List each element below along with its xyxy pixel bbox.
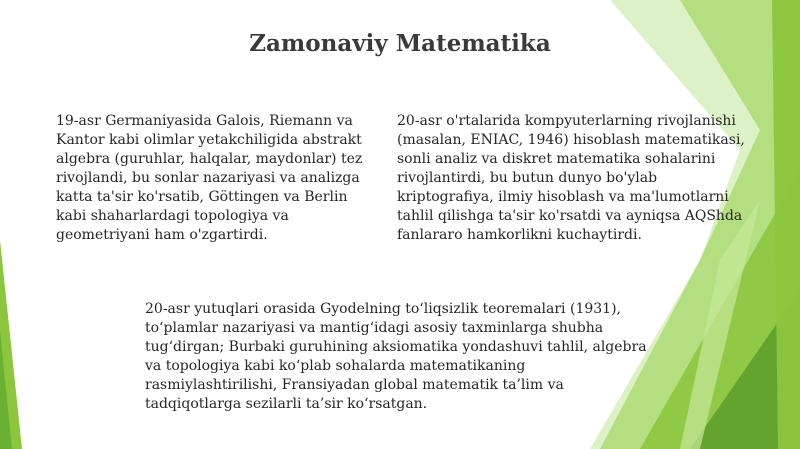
paragraph-19th-century: 19-asr Germaniyasida Galois, Riemann va Kantor kabi olimlar yetakchiligida abstrakt algebra (guruhlar, halqalar, maydonlar) tez rivojlandi, bu sonlar nazariyasi va analizga katta ta'sir ko'rsatib, Göttingen va Berlin kabi shaharlardagi topologiya va geometriyani ham o'zgartirdi.: [56, 113, 363, 243]
paragraph-20th-century: 20-asr yutuqlari orasida Gyodelning to‘liqsizlik teoremalari (1931), to‘plamlar nazariyasi va mantig‘idagi asosiy taxminlarga shubha tug‘dirgan; Burbaki guruhining aksiomatika yondashuvi tahlil, algebra va topologiya kabi ko‘plab sohalarda matematikaning rasmiylashtirilishi, Fransiyadan global matematik ta’lim va tadqiqotlarga sezilarli ta’sir ko‘rsatgan.: [145, 301, 647, 412]
slide-title: Zamonaviy Matematika: [249, 30, 551, 57]
paragraph-computers: 20-asr o'rtalarida kompyuterlarning rivojlanishi (masalan, ENIAC, 1946) hisoblash matematikasi, sonli analiz va diskret matematika sohalarini rivojlantirdi, bu butun dunyo bo'ylab kriptografiya, ilmiy hisoblash va ma'lumotlarni tahlil qilishga ta'sir ko'rsatdi va ayniqsa AQShda fanlararo hamkorlikni kuchaytirdi.: [397, 113, 745, 243]
